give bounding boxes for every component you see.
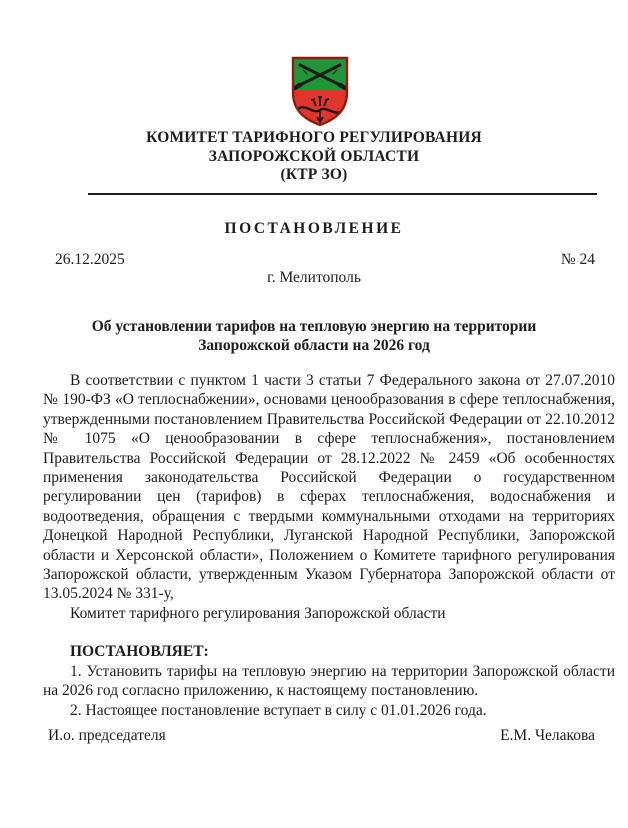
signature-row: [48, 727, 595, 745]
header-divider-line: [88, 193, 597, 195]
date-number-row: [55, 251, 595, 269]
document-body: [43, 371, 615, 720]
document-title: [0, 317, 628, 355]
document-title-line1: Об установлении тарифов на тепловую энергию на территории: [91, 318, 537, 335]
body-paragraph-legal-basis: В соответствии с пунктом 1 части 3 статьи 7 Федерального закона от 27.07.2010 № 190-ФЗ «О теплоснабжении», основами ценообразования в сфере теплоснабжения, утвержденными постановлением Правительства Российской Федерации от 22.10.2012 № 1075 «О ценообразовании в сфере теплоснабжения», постановлением Правительства Российской Федерации от 28.12.2022 № 2459 «Об особенностях применения законодательства Российской Федерации о государственном регулировании цен (тарифов) в сферах теплоснабжения, водоснабжения и водоотведения, обращения с твердыми коммунальными отходами на территориях Донецкой Народной Республики, Луганской Народной Республики, Запорожской области и Херсонской области», Положением о Комитете тарифного регулирования Запорожской области, утвержденным Указом Губернатора Запорожской области от 13.05.2024 № 331-у,: [43, 372, 615, 603]
org-name-line1: КОМИТЕТ ТАРИФНОГО РЕГУЛИРОВАНИЯ: [146, 129, 482, 146]
document-title-line2: Запорожской области на 2026 год: [198, 337, 430, 354]
organization-header: [0, 129, 628, 185]
document-date: 26.12.2025: [55, 251, 125, 268]
resolution-item-1: 1. Установить тарифы на тепловую энергию на территории Запорожской области на 2026 год согласно приложению, к настоящему постановлению.: [43, 662, 615, 700]
signatory-name: Е.М. Челакова: [500, 727, 595, 744]
resolves-label: ПОСТАНОВЛЯЕТ:: [70, 643, 209, 661]
body-paragraph-committee: Комитет тарифного регулирования Запорожской области: [70, 604, 446, 622]
coat-of-arms-zaporozhye-icon: [289, 56, 351, 128]
document-city: г. Мелитополь: [267, 269, 361, 286]
coat-of-arms-svg: [289, 56, 351, 128]
org-abbreviation: (КТР ЗО): [280, 166, 348, 183]
document-type-label: ПОСТАНОВЛЕНИЕ: [224, 220, 404, 237]
signatory-position: И.о. председателя: [48, 727, 166, 744]
document-number: № 24: [560, 251, 595, 268]
org-name-line2: ЗАПОРОЖСКОЙ ОБЛАСТИ: [208, 147, 420, 165]
resolution-item-2: 2. Настоящее постановление вступает в силу с 01.01.2026 года.: [70, 701, 487, 719]
